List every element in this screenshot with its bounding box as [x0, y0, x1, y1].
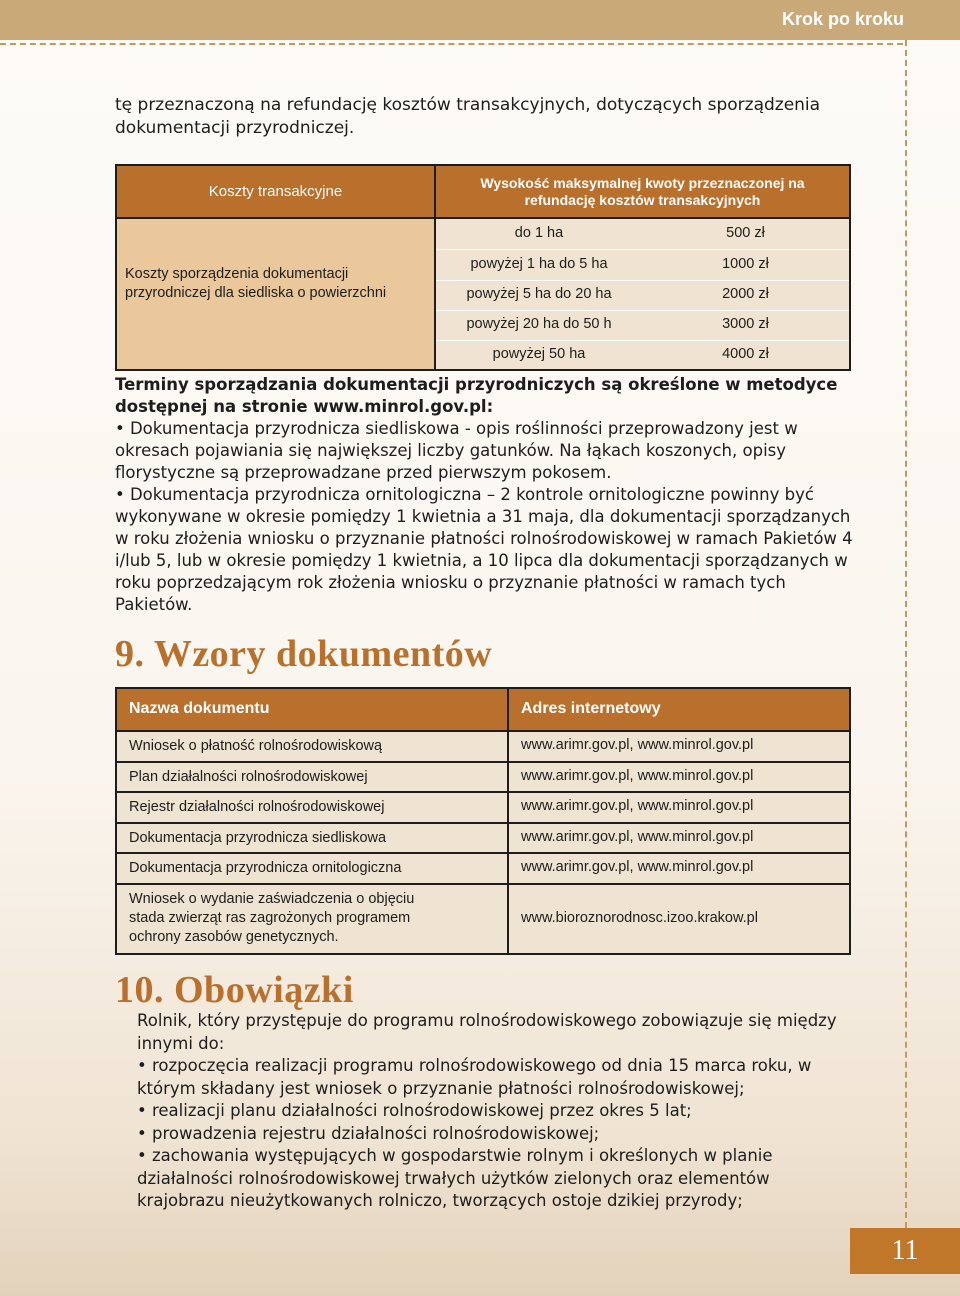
- document-url: www.arimr.gov.pl, www.minrol.gov.pl: [521, 798, 754, 814]
- obligations-lead: Rolnik, który przystępuje do programu rolnośrodowiskowego zobowiązuje się między innymi do:: [137, 1011, 837, 1053]
- terms-lead: Terminy sporządzania dokumentacji przyrodniczych są określone w metodyce dostępnej na stronie www.minrol.gov.pl:: [115, 375, 838, 416]
- row-divider: [117, 730, 849, 732]
- list-item: • zachowania występujących w gospodarstwie rolnym i określonych w planie działalności rolnośrodowiskowej trwałych użytków zielonych oraz elementów krajobrazu nieużytkowanych rolniczo, tworzących ostoje dzikiej przyrody;: [137, 1146, 773, 1210]
- document-url: www.arimr.gov.pl, www.minrol.gov.pl: [521, 768, 754, 784]
- table-row: [436, 310, 849, 340]
- terms-section: [115, 374, 855, 616]
- documents-table: [115, 687, 851, 955]
- document-name: Rejestr działalności rolnośrodowiskowej: [129, 799, 385, 815]
- dashed-divider-horizontal: [0, 43, 903, 45]
- document-url: www.bioroznorodnosc.izoo.krakow.pl: [521, 910, 758, 926]
- page-number: 11: [850, 1228, 960, 1274]
- document-name: Wniosek o wydanie zaświadczenia o objęciu stada zwierząt ras zagrożonych programem ochrony zasobów genetycznych.: [129, 891, 415, 945]
- table1-head-left: Koszty transakcyjne: [117, 166, 434, 217]
- amount-cell: 500 zł: [726, 225, 765, 241]
- document-name: Dokumentacja przyrodnicza siedliskowa: [129, 830, 387, 846]
- table-row: [436, 280, 849, 310]
- list-item: • realizacji planu działalności rolnośrodowiskowej przez okres 5 lat;: [137, 1101, 692, 1120]
- amount-cell: 2000 zł: [722, 286, 769, 302]
- area-cell: powyżej 50 ha: [492, 346, 586, 362]
- table1-body-left: Koszty sporządzenia dokumentacji przyrodniczej dla siedliska o powierzchni: [117, 217, 434, 369]
- area-cell: do 1 ha: [514, 225, 564, 241]
- section-label: Krok po kroku: [781, 9, 904, 29]
- row-divider: [117, 822, 849, 824]
- document-url: www.arimr.gov.pl, www.minrol.gov.pl: [521, 737, 754, 753]
- section-heading: 10. Obowiązki: [115, 969, 354, 1011]
- terms-bullet: • Dokumentacja przyrodnicza ornitologiczna – 2 kontrole ornitologiczne powinny być wykonywane w okresie pomiędzy 1 kwietnia a 31 maja, dla dokumentacji sporządzanych w roku złożenia wniosku o przyznanie płatności rolnośrodowiskowej w ramach Pakietów 4 i/lub 5, lub w okresie pomiędzy 1 kwietnia, a 10 lipca dla dokumentacji sporządzanych w roku poprzedzającym rok złożenia wniosku o przyznanie płatności w ramach tych Pakietów.: [115, 485, 853, 614]
- column-header-url: Adres internetowy: [521, 700, 661, 717]
- table-row: [436, 250, 849, 280]
- table2-header: [117, 689, 849, 730]
- area-cell: powyżej 1 ha do 5 ha: [470, 256, 608, 272]
- obligations-section: [115, 1010, 860, 1213]
- column-header-name: Nazwa dokumentu: [129, 700, 270, 717]
- list-item: • prowadzenia rejestru działalności rolnośrodowiskowej;: [137, 1123, 600, 1143]
- area-cell: powyżej 5 ha do 20 ha: [466, 286, 612, 302]
- table1-head-right: Wysokość maksymalnej kwoty przeznaczonej na refundację kosztów transakcyjnych: [436, 166, 849, 217]
- document-url: www.arimr.gov.pl, www.minrol.gov.pl: [521, 829, 754, 845]
- document-name: Wniosek o płatność rolnośrodowiskową: [129, 738, 383, 754]
- dashed-divider-vertical: [905, 40, 907, 1228]
- row-divider: [117, 883, 849, 885]
- terms-bullet: • Dokumentacja przyrodnicza siedliskowa - opis roślinności przeprowadzony jest w okresach pojawiania się największej liczby gatunków. Na łąkach koszonych, opisy florystyczne są przeprowadzane przed pierwszym pokosem.: [115, 419, 798, 482]
- row-divider: [117, 791, 849, 793]
- row-divider: [117, 761, 849, 763]
- amount-cell: 3000 zł: [722, 316, 769, 332]
- document-name: Plan działalności rolnośrodowiskowej: [129, 769, 368, 785]
- area-cell: powyżej 20 ha do 50 h: [466, 316, 612, 332]
- table-row: [436, 219, 849, 249]
- table2-vertical-separator: [507, 689, 509, 953]
- intro-paragraph: tę przeznaczoną na refundację kosztów transakcyjnych, dotyczących sporządzenia dokumentacji przyrodniczej.: [115, 95, 821, 138]
- section-heading: 9. Wzory dokumentów: [115, 633, 493, 675]
- amount-cell: 1000 zł: [722, 256, 769, 272]
- row-divider: [117, 852, 849, 854]
- document-url: www.arimr.gov.pl, www.minrol.gov.pl: [521, 859, 754, 875]
- header-bar: [0, 0, 960, 40]
- table-row: [436, 340, 849, 370]
- amount-cell: 4000 zł: [722, 346, 769, 362]
- transaction-costs-table: [115, 164, 851, 371]
- list-item: • rozpoczęcia realizacji programu rolnośrodowiskowego od dnia 15 marca roku, w którym składany jest wniosek o przyznanie płatności rolnośrodowiskowej;: [137, 1056, 812, 1098]
- document-name: Dokumentacja przyrodnicza ornitologiczna: [129, 860, 402, 876]
